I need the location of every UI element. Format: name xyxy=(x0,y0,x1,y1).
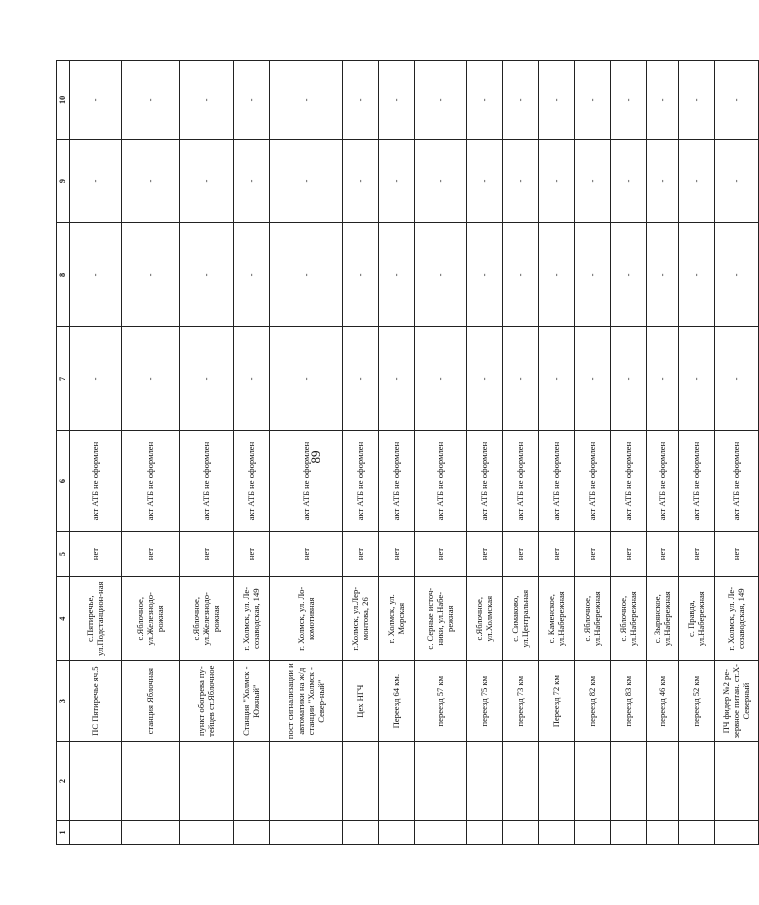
cell-col2 xyxy=(646,742,678,821)
cell-c9: - xyxy=(414,139,466,223)
cell-c9: - xyxy=(574,139,610,223)
cell-c5: нет xyxy=(414,531,466,577)
table-row xyxy=(678,61,714,845)
cell-c9: - xyxy=(538,139,574,223)
cell-col1 xyxy=(502,820,538,844)
cell-col1 xyxy=(179,820,233,844)
cell-c8: - xyxy=(69,223,121,327)
cell-c8: - xyxy=(121,223,179,327)
column-header-6: 6 xyxy=(57,431,70,531)
cell-c7: - xyxy=(414,327,466,431)
table-row xyxy=(714,61,758,845)
cell-c5: нет xyxy=(646,531,678,577)
cell-col1 xyxy=(342,820,378,844)
table-row xyxy=(121,61,179,845)
cell-c8: - xyxy=(233,223,269,327)
cell-col1 xyxy=(610,820,646,844)
objects-table xyxy=(56,60,759,845)
cell-c10: - xyxy=(646,61,678,140)
cell-c8: - xyxy=(714,223,758,327)
table-row xyxy=(342,61,378,845)
cell-col1 xyxy=(678,820,714,844)
cell-c5: нет xyxy=(121,531,179,577)
cell-col2 xyxy=(538,742,574,821)
cell-c7: - xyxy=(342,327,378,431)
cell-c7: - xyxy=(179,327,233,431)
cell-c8: - xyxy=(646,223,678,327)
table-row xyxy=(69,61,121,845)
cell-c5: нет xyxy=(269,531,342,577)
cell-c7: - xyxy=(69,327,121,431)
cell-c9: - xyxy=(269,139,342,223)
cell-c10: - xyxy=(179,61,233,140)
cell-c10: - xyxy=(574,61,610,140)
cell-c10: - xyxy=(378,61,414,140)
table-row xyxy=(610,61,646,845)
cell-col1 xyxy=(378,820,414,844)
cell-c4: с.Яблочное, ул.Холмская xyxy=(466,577,502,661)
cell-col1 xyxy=(466,820,502,844)
cell-c7: - xyxy=(378,327,414,431)
cell-c3: Цех НГЧ xyxy=(342,661,378,742)
cell-c3: Переезд 72 км xyxy=(538,661,574,742)
cell-c10: - xyxy=(466,61,502,140)
cell-col1 xyxy=(121,820,179,844)
cell-col2 xyxy=(378,742,414,821)
cell-c6: акт АТБ не оформлен xyxy=(233,431,269,531)
cell-col2 xyxy=(466,742,502,821)
cell-c4: с.Пятиречье, ул.Подстанцион-ная xyxy=(69,577,121,661)
cell-col1 xyxy=(538,820,574,844)
cell-c5: нет xyxy=(714,531,758,577)
cell-c4: с.Яблочное, ул.Железнодо-рожная xyxy=(121,577,179,661)
table-row xyxy=(179,61,233,845)
column-header-8: 8 xyxy=(57,223,70,327)
cell-col1 xyxy=(69,820,121,844)
cell-c7: - xyxy=(233,327,269,431)
table-row xyxy=(233,61,269,845)
cell-c4: г.Холмск, ул.Лер-монтова, 26 xyxy=(342,577,378,661)
cell-c6: акт АТБ не оформлен xyxy=(646,431,678,531)
cell-c3: пункт обогрева пу-тейцев ст.Яблочное xyxy=(179,661,233,742)
cell-c4: с. Каменское, ул.Набережная xyxy=(538,577,574,661)
cell-c6: акт АТБ не оформлен xyxy=(378,431,414,531)
cell-c10: - xyxy=(538,61,574,140)
cell-c9: - xyxy=(502,139,538,223)
cell-c4: с. Яблочное, ул.Набережная xyxy=(574,577,610,661)
cell-c6: акт АТБ не оформлен xyxy=(269,431,342,531)
cell-c6: акт АТБ не оформлен xyxy=(610,431,646,531)
cell-c9: - xyxy=(69,139,121,223)
table-row xyxy=(466,61,502,845)
column-header-10: 10 xyxy=(57,61,70,140)
cell-c8: - xyxy=(678,223,714,327)
cell-c6: акт АТБ не оформлен xyxy=(466,431,502,531)
table-row xyxy=(574,61,610,845)
cell-c7: - xyxy=(714,327,758,431)
cell-c10: - xyxy=(678,61,714,140)
cell-c3: переезд 83 км xyxy=(610,661,646,742)
cell-c10: - xyxy=(714,61,758,140)
rotated-table-wrapper xyxy=(56,60,752,845)
cell-col2 xyxy=(574,742,610,821)
cell-col1 xyxy=(714,820,758,844)
cell-c5: нет xyxy=(610,531,646,577)
cell-c5: нет xyxy=(69,531,121,577)
cell-c7: - xyxy=(466,327,502,431)
cell-c8: - xyxy=(610,223,646,327)
cell-c4: г. Холмск, ул. Ле-созаводская, 149 xyxy=(714,577,758,661)
column-header-2: 2 xyxy=(57,742,70,821)
cell-col1 xyxy=(414,820,466,844)
cell-c4: с. Правда, ул.Набережная xyxy=(678,577,714,661)
cell-c9: - xyxy=(678,139,714,223)
cell-c6: акт АТБ не оформлен xyxy=(714,431,758,531)
cell-c5: нет xyxy=(466,531,502,577)
cell-col1 xyxy=(233,820,269,844)
cell-c8: - xyxy=(414,223,466,327)
column-header-4: 4 xyxy=(57,577,70,661)
cell-col2 xyxy=(233,742,269,821)
cell-c3: переезд 73 км xyxy=(502,661,538,742)
cell-c8: - xyxy=(538,223,574,327)
cell-c10: - xyxy=(610,61,646,140)
table-body xyxy=(69,61,758,845)
table-row xyxy=(269,61,342,845)
cell-c10: - xyxy=(502,61,538,140)
cell-c8: - xyxy=(502,223,538,327)
cell-col2 xyxy=(69,742,121,821)
cell-col2 xyxy=(121,742,179,821)
cell-c4: г. Холмск, ул. Ле-созаводская, 149 xyxy=(233,577,269,661)
cell-c5: нет xyxy=(502,531,538,577)
cell-c7: - xyxy=(610,327,646,431)
table-row xyxy=(502,61,538,845)
cell-c4: с. Симаково, ул.Центральная xyxy=(502,577,538,661)
cell-c5: нет xyxy=(179,531,233,577)
cell-c10: - xyxy=(233,61,269,140)
cell-c10: - xyxy=(269,61,342,140)
cell-c4: г. Холмск, ул. Морская xyxy=(378,577,414,661)
cell-c8: - xyxy=(342,223,378,327)
cell-c4: с. Яблочное, ул.Набережная xyxy=(610,577,646,661)
cell-col2 xyxy=(414,742,466,821)
cell-c10: - xyxy=(121,61,179,140)
cell-c3: переезд 52 км xyxy=(678,661,714,742)
cell-c4: г. Холмск, ул. Ло-комотивная xyxy=(269,577,342,661)
cell-c3: Переезд 64 км. xyxy=(378,661,414,742)
cell-c7: - xyxy=(678,327,714,431)
cell-c7: - xyxy=(646,327,678,431)
cell-col2 xyxy=(342,742,378,821)
cell-c6: акт АТБ не оформлен xyxy=(179,431,233,531)
cell-col1 xyxy=(574,820,610,844)
cell-c3: ПС Пятиречье яч.5 xyxy=(69,661,121,742)
cell-col2 xyxy=(269,742,342,821)
table-row xyxy=(646,61,678,845)
cell-c8: - xyxy=(574,223,610,327)
cell-c3: переезд 82 км xyxy=(574,661,610,742)
cell-c5: нет xyxy=(678,531,714,577)
cell-c3: переезд 57 км xyxy=(414,661,466,742)
cell-c7: - xyxy=(269,327,342,431)
column-header-5: 5 xyxy=(57,531,70,577)
cell-c10: - xyxy=(414,61,466,140)
cell-col2 xyxy=(179,742,233,821)
cell-c8: - xyxy=(179,223,233,327)
cell-c6: акт АТБ не оформлен xyxy=(69,431,121,531)
cell-c3: Станция "Холмск - Южный" xyxy=(233,661,269,742)
cell-c5: нет xyxy=(233,531,269,577)
cell-c3: переезд 46 км xyxy=(646,661,678,742)
table-row xyxy=(378,61,414,845)
cell-c7: - xyxy=(574,327,610,431)
cell-c7: - xyxy=(538,327,574,431)
cell-c4: с. Зырянское, ул.Набережная xyxy=(646,577,678,661)
column-header-9: 9 xyxy=(57,139,70,223)
cell-c8: - xyxy=(466,223,502,327)
page-number: 89 xyxy=(308,450,323,464)
cell-col1 xyxy=(646,820,678,844)
cell-c4: с.Яблочное, ул.Железнодо-рожная xyxy=(179,577,233,661)
cell-c9: - xyxy=(378,139,414,223)
cell-c9: - xyxy=(179,139,233,223)
cell-c3: пост сигнализации и автоматики на ж/д станции "Холмск - Север-ный" xyxy=(269,661,342,742)
cell-c9: - xyxy=(121,139,179,223)
table-row xyxy=(538,61,574,845)
cell-col2 xyxy=(714,742,758,821)
cell-col1 xyxy=(269,820,342,844)
cell-c6: акт АТБ не оформлен xyxy=(538,431,574,531)
cell-c7: - xyxy=(502,327,538,431)
cell-c4: с. Серные источ-ники, ул.Набе-режная xyxy=(414,577,466,661)
cell-c3: ПЧ фидер №2 ре-зервное питан. ст.Х-Северный xyxy=(714,661,758,742)
cell-c6: акт АТБ не оформлен xyxy=(678,431,714,531)
cell-c8: - xyxy=(269,223,342,327)
cell-c9: - xyxy=(646,139,678,223)
cell-c9: - xyxy=(714,139,758,223)
cell-c10: - xyxy=(69,61,121,140)
cell-c5: нет xyxy=(378,531,414,577)
cell-c5: нет xyxy=(574,531,610,577)
table-row xyxy=(414,61,466,845)
cell-c5: нет xyxy=(342,531,378,577)
cell-c10: - xyxy=(342,61,378,140)
cell-c8: - xyxy=(378,223,414,327)
cell-c7: - xyxy=(121,327,179,431)
cell-col2 xyxy=(610,742,646,821)
column-header-3: 3 xyxy=(57,661,70,742)
cell-c6: акт АТБ не оформлен xyxy=(121,431,179,531)
cell-col2 xyxy=(502,742,538,821)
cell-c5: нет xyxy=(538,531,574,577)
cell-c9: - xyxy=(233,139,269,223)
cell-col2 xyxy=(678,742,714,821)
cell-c6: акт АТБ не оформлен xyxy=(414,431,466,531)
cell-c3: переезд 75 км xyxy=(466,661,502,742)
cell-c9: - xyxy=(342,139,378,223)
cell-c9: - xyxy=(610,139,646,223)
cell-c9: - xyxy=(466,139,502,223)
cell-c6: акт АТБ не оформлен xyxy=(342,431,378,531)
column-header-1: 1 xyxy=(57,820,70,844)
column-header-7: 7 xyxy=(57,327,70,431)
cell-c3: станция Яблочная xyxy=(121,661,179,742)
cell-c6: акт АТБ не оформлен xyxy=(574,431,610,531)
header-row xyxy=(57,61,70,845)
cell-c6: акт АТБ не оформлен xyxy=(502,431,538,531)
